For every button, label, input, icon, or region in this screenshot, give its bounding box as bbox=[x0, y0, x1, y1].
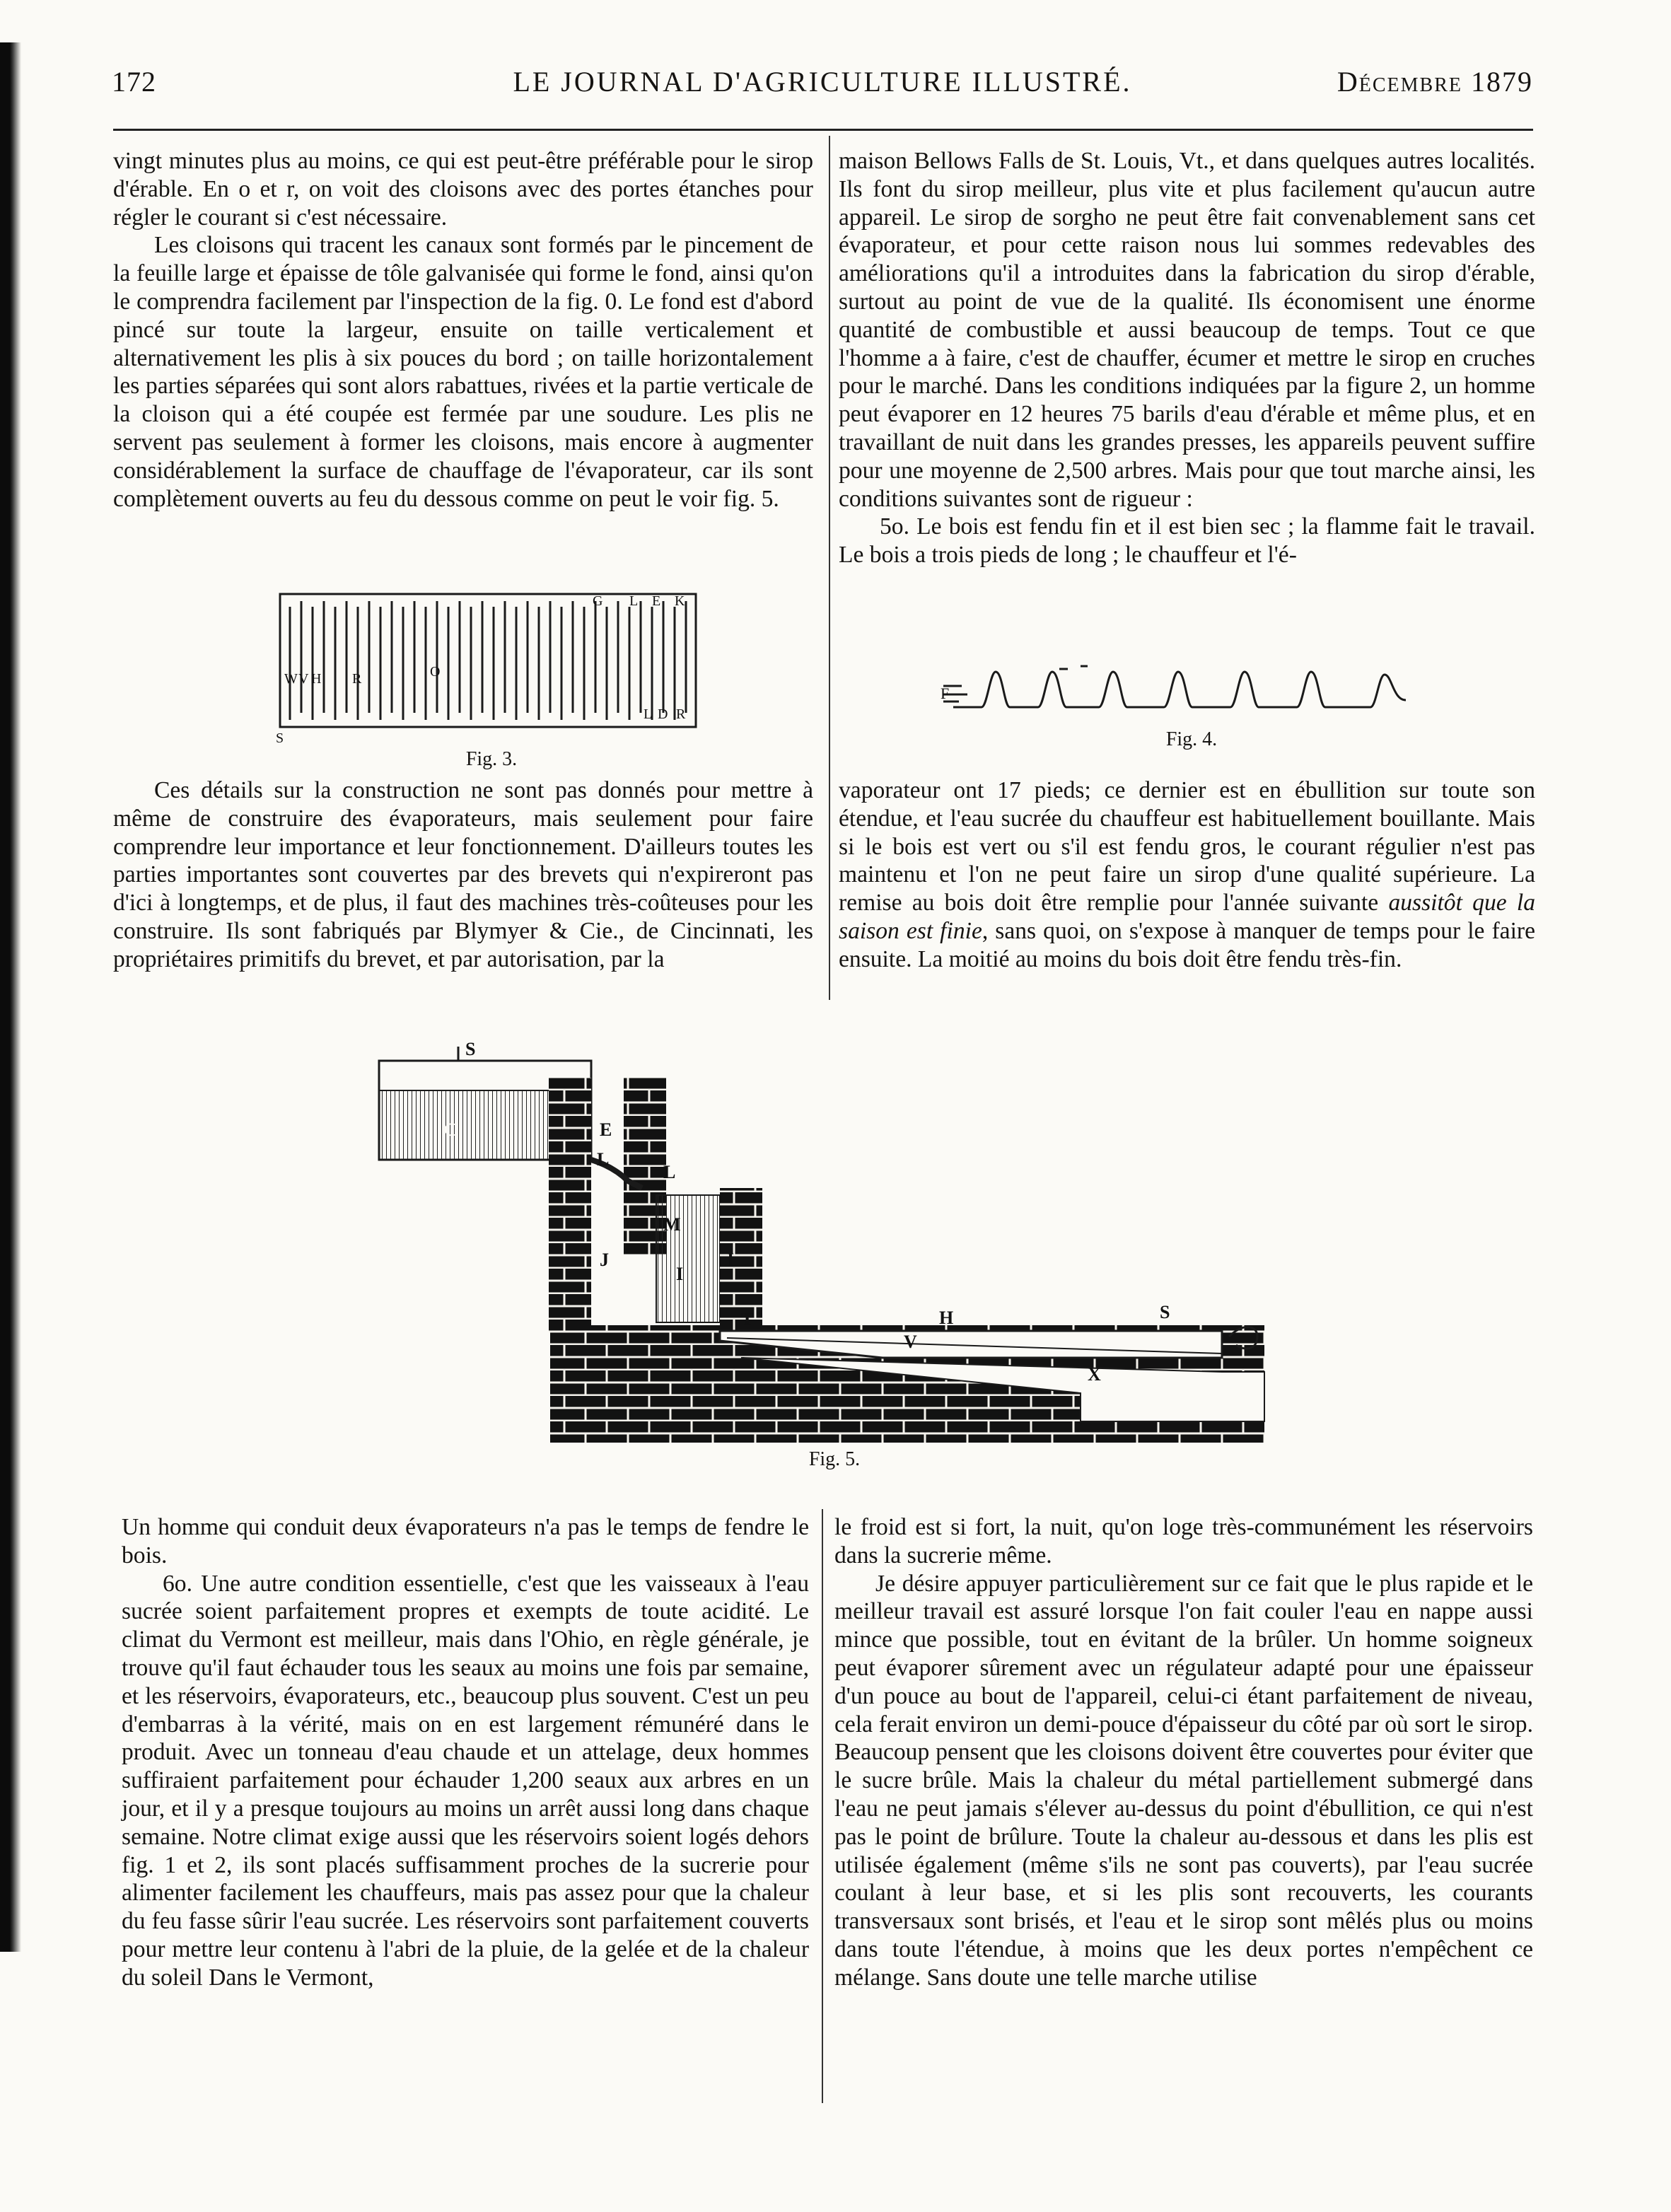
column-bottom-right bbox=[834, 1513, 1533, 1992]
fig3-label: D bbox=[658, 706, 668, 722]
figure-3-caption: Fig. 3. bbox=[465, 748, 518, 770]
figure-4-caption: Fig. 4. bbox=[1165, 728, 1218, 750]
column-divider-top bbox=[829, 136, 830, 1000]
fig4-label: F bbox=[941, 685, 950, 702]
fig3-label: E bbox=[652, 593, 661, 609]
fig5-label: H bbox=[939, 1308, 954, 1328]
fig5-label: V bbox=[904, 1332, 917, 1352]
emphasized-text: aussitôt que la saison est finie bbox=[839, 890, 1535, 944]
fig5-label: L bbox=[663, 1162, 676, 1182]
fig3-label: R bbox=[676, 706, 686, 722]
fig5-label: C bbox=[444, 1119, 458, 1140]
fig5-label: S bbox=[465, 1040, 476, 1059]
column-mid-right bbox=[839, 776, 1535, 974]
fig3-label: V bbox=[298, 671, 309, 687]
column-top-left bbox=[113, 147, 813, 513]
page-header bbox=[112, 65, 1533, 107]
fig3-label: K bbox=[675, 593, 685, 609]
fig5-label: T bbox=[741, 1309, 754, 1329]
figure-5-caption: Fig. 5. bbox=[808, 1448, 861, 1470]
paragraph bbox=[839, 776, 1535, 974]
fig5-label: S bbox=[1160, 1302, 1170, 1322]
fig3-label: W bbox=[284, 671, 298, 687]
fig5-label: I bbox=[727, 1250, 735, 1270]
fig5-label: X bbox=[1088, 1364, 1101, 1385]
text-run: , sans quoi, on s'expose à manquer de temps pour le faire ensuite. La moitié au moins du bois doit être fendu très-fin. bbox=[839, 917, 1535, 972]
page-binding-edge bbox=[0, 42, 21, 1952]
fig3-label: L bbox=[644, 706, 653, 722]
figure-5-diagram bbox=[373, 1040, 1279, 1443]
column-top-right bbox=[839, 147, 1535, 569]
fig5-label: J bbox=[600, 1250, 609, 1270]
paragraph: Les cloisons qui tracent les canaux sont formés par le pincement de la feuille large et épaisse de tôle galvanisée qui forme le fond, ainsi qu'on le comprendra facilement par l'inspection de la fig. 0. Le fond est d'abord pincé sur toute la largeur, ensuite on taille verticalement et alternativement les plis à six pouces du bord ; on taille horizontalement les parties séparées qui sont alors rabattues, rivées et la partie verticale de la cloison qui a été coupée est fermée par une soudure. Les plis ne servent pas seulement à former les cloisons, mais encore à augmenter considérablement la surface de chauffage de l'évaporateur, car ils sont complètement ouverts au feu du dessous comme on peut le voir fig. 5. bbox=[113, 232, 813, 512]
page-number: 172 bbox=[112, 66, 156, 98]
fig3-label: O bbox=[430, 664, 441, 680]
column-mid-left bbox=[113, 776, 813, 974]
paragraph: Ces détails sur la construction ne sont pas donnés pour mettre à même de construire des évaporateurs, mais seulement pour faire comprendre leur importance et leur fonctionnement. D'ailleurs toutes les parties importantes sont couvertes par des brevets qui n'expireront pas d'ici à longtemps, et de plus, il faut des machines très-coûteuses pour les construire. Ils sont fabriqués par Blymyer & Cie., de Cincinnati, les propriétaires primitifs du brevet, et par autorisation, par la bbox=[113, 777, 813, 972]
text-run: vaporateur ont 17 pieds; ce dernier est en ébullition sur toute son étendue, et l'eau sucrée du chauffeur est habituellement bouillante. Mais si le bois est vert ou s'il est fendu gros, le courant régulier n'est pas maintenu et l'on ne peut faire un sirop d'une qualité supérieure. La remise au bois doit être remplie pour l'année suivante bbox=[839, 777, 1535, 916]
fig5-label: M bbox=[663, 1214, 681, 1235]
fig3-label: R bbox=[352, 671, 362, 687]
paragraph: maison Bellows Falls de St. Louis, Vt., et dans quelques autres localités. Ils font du sirop meilleur, plus vite et plus facilement qu'aucun autre appareil. Le sirop de sorgho ne peut être fait convenablement sans cet évaporateur, et pour cette raison nous lui sommes redevables des améliorations qu'il a introduites dans la fabrication du sirop d'érable, surtout au point de vue de la qualité. Ils économisent une énorme quantité de combustible et aussi beaucoup de temps. Tout ce que l'homme a à faire, c'est de chauffer, écumer et mettre le sirop en cruches pour le marché. Dans les conditions indiquées par la figure 2, un homme peut évaporer en 12 heures 75 barils d'eau d'érable et même plus, et en travaillant de nuit dans les grandes presses, les appareils peuvent suffire pour une moyenne de 2,500 arbres. Mais pour que tout marche ainsi, les conditions suivantes sont de rigueur : bbox=[839, 148, 1535, 512]
fig3-label: S bbox=[276, 730, 284, 746]
figure-4-diagram bbox=[939, 658, 1420, 721]
paragraph: Je désire appuyer particulièrement sur ce fait que le plus rapide et le meilleur travail est assuré lorsque l'on fait couler l'eau en nappe aussi mince que possible, tout en évitant de la brûler. Un homme soigneux peut évaporer sûrement avec un régulateur adapté pour une épaisseur d'un pouce au bout de l'appareil, celui-ci étant parfaitement de niveau, cela ferait environ un demi-pouce d'épaisseur du côté par où sort le sirop. Beaucoup pensent que les cloisons doivent être couvertes pour éviter que le sucre brûle. Mais la chaleur du métal partiellement submergé dans l'eau ne peut jamais s'élever au-dessus du point d'ébullition, ce qui n'est pas le point de brûlure. Toute la chaleur au-dessous et dans les plis est utilisée également (même s'ils ne sont pas couverts), par l'eau sucrée coulant à leur base, et si les plis sont recouverts, les courants transversaux sont brisés, et l'eau et le sirop sont mêlés plus ou moins dans toute l'étendue, à moins que les deux portes n'empêchent ce mélange. Sans doute une telle marche utilise bbox=[834, 1570, 1533, 1991]
fig3-label: G bbox=[593, 593, 603, 609]
fig3-label: H bbox=[311, 671, 322, 687]
fig3-label: L bbox=[629, 593, 639, 609]
column-bottom-left bbox=[122, 1513, 809, 1992]
fig5-label: I bbox=[676, 1264, 684, 1284]
paragraph: vingt minutes plus au moins, ce qui est peut-être préférable pour le sirop d'érable. En o et r, on voit des cloisons avec des portes étanches pour régler le courant si c'est nécessaire. bbox=[113, 148, 813, 231]
fig5-label: E bbox=[600, 1119, 612, 1140]
column-divider-bottom bbox=[822, 1509, 823, 2103]
fig5-label: L bbox=[597, 1149, 610, 1170]
journal-title: LE JOURNAL D'AGRICULTURE ILLUSTRÉ. bbox=[513, 66, 1132, 98]
figure-3-diagram bbox=[276, 586, 707, 748]
paragraph: le froid est si fort, la nuit, qu'on loge très-communément les réservoirs dans la sucrerie même. bbox=[834, 1514, 1533, 1568]
issue-date: Décembre 1879 bbox=[1337, 66, 1533, 98]
paragraph: 6o. Une autre condition essentielle, c'est que les vaisseaux à l'eau sucrée soient parfaitement propres et exempts de toute acidité. Le climat du Vermont est meilleur, mais dans l'Ohio, en règle générale, je trouve qu'il faut échauder tous les seaux au moins une fois par semaine, et les réservoirs, évaporateurs, etc., beaucoup plus souvent. C'est un peu d'embarras à la vérité, mais on en est largement rémunéré dans le produit. Avec un tonneau d'eau chaude et un attelage, deux hommes suffiraient parfaitement pour échauder 1,200 seaux aux arbres en un jour, et il y a presque toujours au moins un arrêt aussi long dans chaque semaine. Notre climat exige aussi que les réservoirs soient logés dehors fig. 1 et 2, ils sont placés suffisamment proches de la sucrerie pour alimenter facilement les chauffeurs, mais pas assez pour que la chaleur du feu fasse sûrir l'eau sucrée. Les réservoirs sont parfaitement couverts pour mettre leur contenu à l'abri de la pluie, de la gelée et de la chaleur du soleil Dans le Vermont, bbox=[122, 1570, 809, 1991]
paragraph: Un homme qui conduit deux évaporateurs n'a pas le temps de fendre le bois. bbox=[122, 1514, 809, 1568]
paragraph: 5o. Le bois est fendu fin et il est bien sec ; la flamme fait le travail. Le bois a trois pieds de long ; le chauffeur et l'é- bbox=[839, 513, 1535, 569]
header-rule bbox=[113, 129, 1533, 131]
